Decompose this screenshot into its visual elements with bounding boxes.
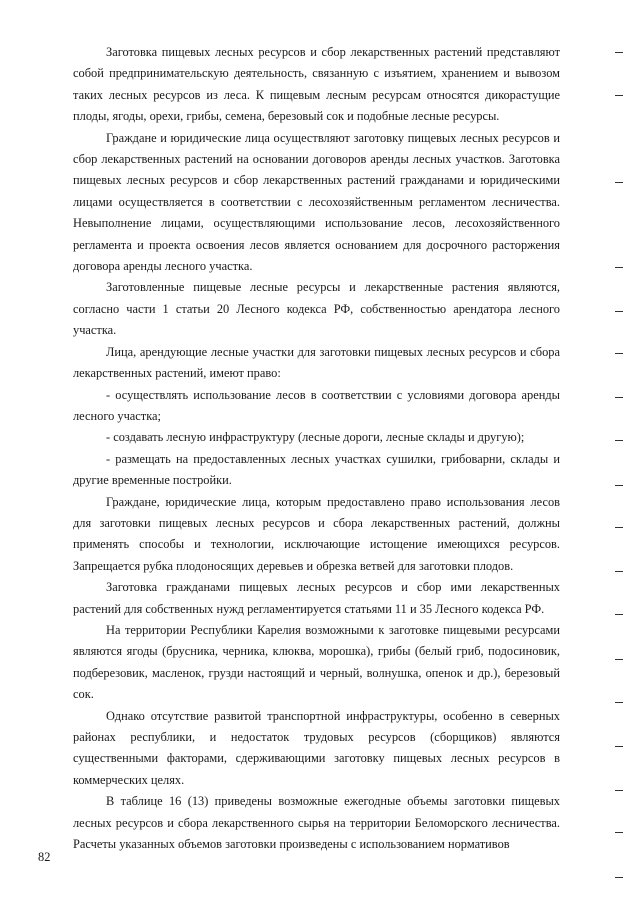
margin-mark — [615, 267, 623, 268]
paragraph: Лица, арендующие лесные участки для заготовки пищевых лесных ресурсов и сбора лекарственных растений, имеют право: — [73, 344, 560, 381]
margin-mark — [615, 353, 623, 354]
list-item: - осуществлять использование лесов в соответствии с условиями договора аренды лесного участка; — [73, 387, 560, 423]
paragraph: Заготовка пищевых лесных ресурсов и сбор лекарственных растений представляют собой предпринимательскую деятельность, связанную с изъятием, хранением и вывозом таких лесных ресурсов из леса. К пищевым лесным ресурсам относятся дикорастущие плоды, ягоды, орехи, грибы, семена, березовый сок и подобные лесные ресурсы. — [73, 45, 560, 124]
paragraph: Однако отсутствие развитой транспортной инфраструктуры, особенно в северных районах республики, и недостаток трудовых ресурсов (сборщиков) являются существенными факторами, сдерживающими заготовку пищевых лесных ресурсов в коммерческих целях. — [73, 708, 560, 787]
margin-mark — [615, 571, 623, 572]
paragraph: В таблице 16 (13) приведены возможные ежегодные объемы заготовки пищевых лесных ресурсов и сбора лекарственного сырья на территории Беломорского лесничества. Расчеты указанных объемов заготовки произведены с использованием нормативов — [73, 794, 560, 852]
margin-mark — [615, 659, 623, 660]
margin-mark — [615, 95, 623, 96]
margin-mark — [615, 52, 623, 53]
margin-mark — [615, 440, 623, 441]
margin-mark — [615, 832, 623, 833]
paragraph: Заготовка гражданами пищевых лесных ресурсов и сбор ими лекарственных растений для собственных нужд регламентируется статьями 11 и 35 Лесного кодекса РФ. — [73, 580, 560, 616]
paragraph: На территории Республики Карелия возможными к заготовке пищевыми ресурсами являются ягоды (брусника, черника, клюква, морошка), грибы (белый гриб, подосиновик, подберезовик, масленок, грузди настоящий и черный, волнушка, опенок и др.), березовый сок. — [73, 622, 560, 702]
page-number: 82 — [38, 850, 51, 864]
margin-mark — [615, 746, 623, 747]
paragraph: Граждане, юридические лица, которым предоставлено право использования лесов для заготовки пищевых лесных ресурсов и сбора лекарственных растений, должны применять способы и технологии, исключающие истощение имеющихся ресурсов. Запрещается рубка плодоносящих деревьев и обрезка ветвей для заготовки плодов. — [73, 494, 560, 573]
list-item: - создавать лесную инфраструктуру (лесные дороги, лесные склады и другую); — [106, 430, 525, 445]
margin-mark — [615, 527, 623, 528]
margin-mark — [615, 877, 623, 878]
paragraph: Граждане и юридические лица осуществляют заготовку пищевых лесных ресурсов и сбор лекарственных растений на основании договоров аренды лесных участков. Заготовка пищевых лесных ресурсов и сбор лекарственных растений гражданами и юридическими лицами осуществляется в соответствии с лесохозяйственным регламентом лесничества. Невыполнение лицами, осуществляющими использование лесов, лесохозяйственного регламента и проекта освоения лесов является основанием для досрочного расторжения договора аренды лесного участка. — [73, 130, 560, 274]
paragraph: Заготовленные пищевые лесные ресурсы и лекарственные растения являются, согласно части 1 статьи 20 Лесного кодекса РФ, собственностью арендатора лесного участка. — [73, 280, 560, 338]
margin-mark — [615, 485, 623, 486]
margin-mark — [615, 702, 623, 703]
body-text — [73, 42, 560, 855]
margin-mark — [615, 311, 623, 312]
margin-mark — [615, 614, 623, 615]
margin-mark — [615, 397, 623, 398]
margin-mark — [615, 182, 623, 183]
margin-mark — [615, 790, 623, 791]
list-item: - размещать на предоставленных лесных участках сушилки, грибоварни, склады и другие временные постройки. — [73, 451, 560, 488]
